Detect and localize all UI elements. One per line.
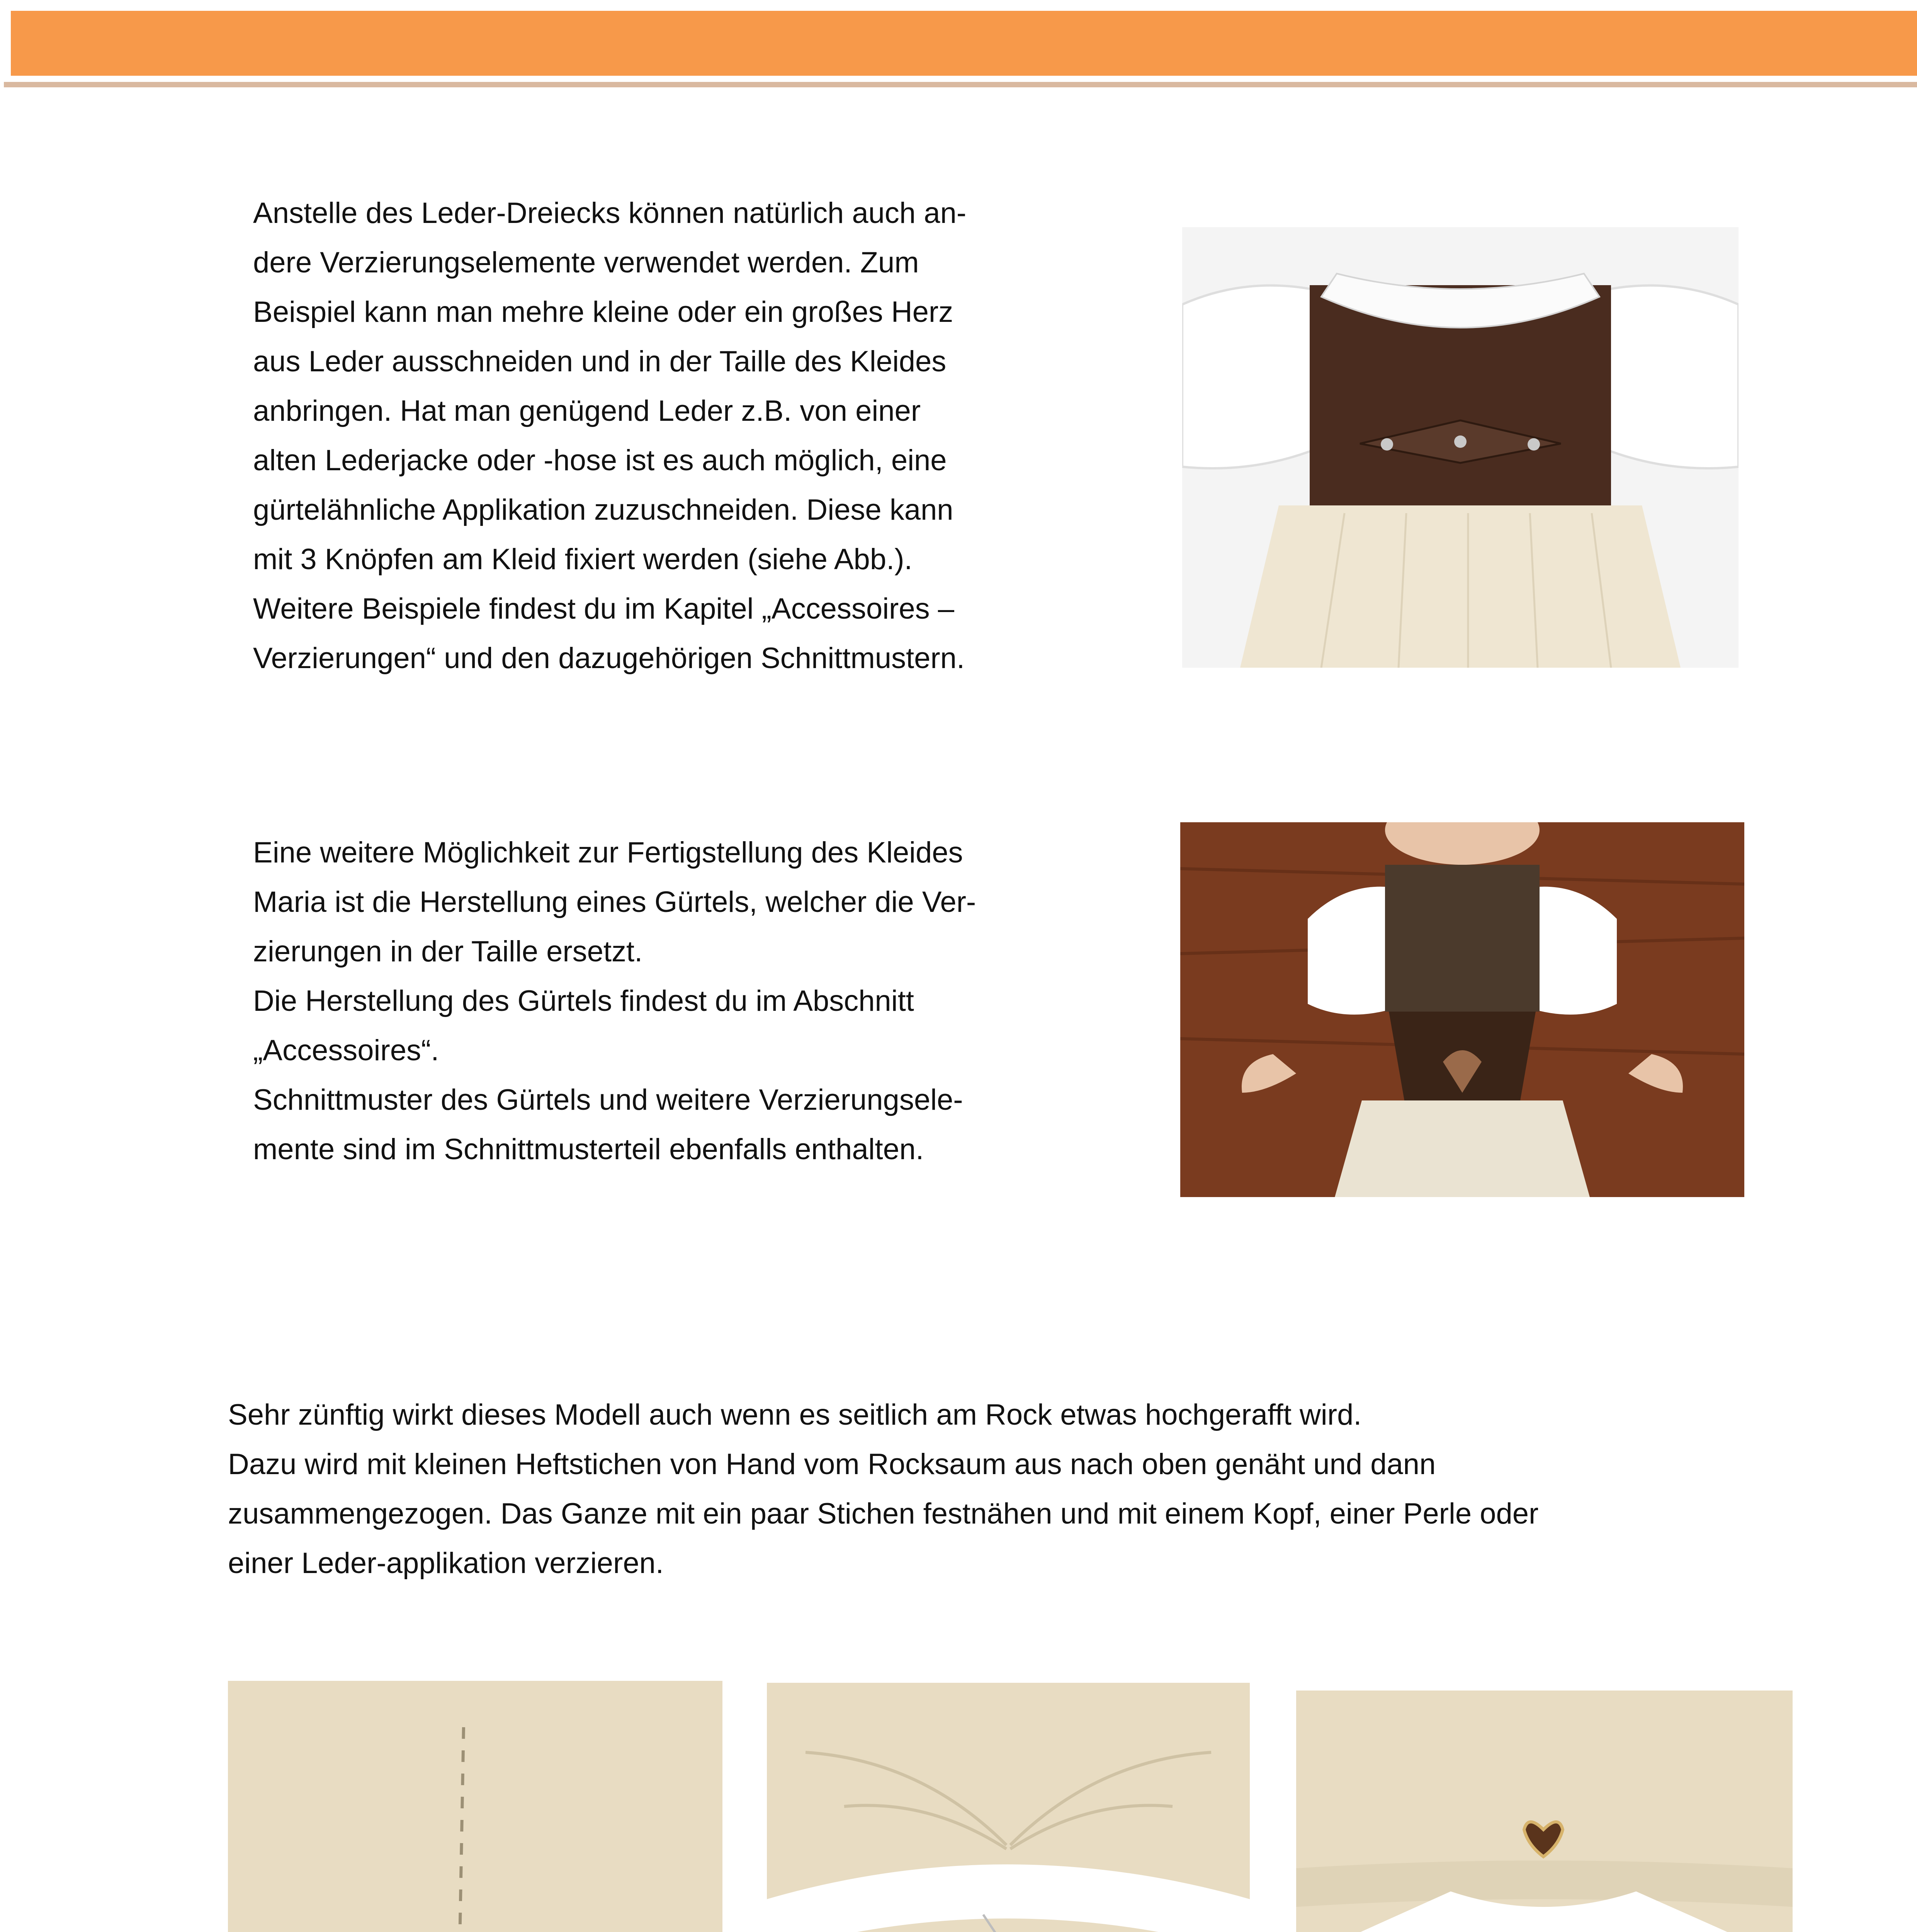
text-line: anbringen. Hat man genügend Leder z.B. von einer xyxy=(253,395,921,427)
text-line: Verzierungen“ und den dazugehörigen Schnittmustern. xyxy=(253,642,965,675)
text-block-gathered-skirt xyxy=(228,1390,1688,1588)
photo-dress-belt-applique xyxy=(1182,227,1739,668)
header-bar xyxy=(11,11,1917,76)
photo-basting-stitches xyxy=(228,1681,722,1932)
photo-gathered-fabric xyxy=(767,1683,1250,1932)
photo-doll-with-belt xyxy=(1180,822,1744,1197)
text-line: mit 3 Knöpfen am Kleid fixiert werden (siehe Abb.). xyxy=(253,543,913,576)
header-rule xyxy=(4,82,1917,87)
text-line: Dazu wird mit kleinen Heftstichen von Hand vom Rocksaum aus nach oben genäht und dann xyxy=(228,1448,1436,1481)
text-line: einer Leder-applikation verzieren. xyxy=(228,1547,664,1580)
text-line: gürtelähnliche Applikation zuzuschneiden. Diese kann xyxy=(253,493,953,526)
text-line: „Accessoires“. xyxy=(253,1034,439,1067)
text-line: Anstelle des Leder-Dreiecks können natürlich auch an- xyxy=(253,197,967,230)
text-line: zusammengezogen. Das Ganze mit ein paar Stichen festnähen und mit einem Kopf, einer Perle oder xyxy=(228,1497,1539,1530)
text-line: aus Leder ausschneiden und in der Taille des Kleides xyxy=(253,345,947,378)
text-line: dere Verzierungselemente verwendet werden. Zum xyxy=(253,246,919,279)
text-line: Beispiel kann man mehre kleine oder ein großes Herz xyxy=(253,296,953,328)
text-line: Eine weitere Möglichkeit zur Fertigstellung des Kleides xyxy=(253,836,963,869)
text-line: Maria ist die Herstellung eines Gürtels, welcher die Ver- xyxy=(253,886,976,918)
text-block-leather-decoration xyxy=(253,189,1055,683)
text-line: alten Lederjacke oder -hose ist es auch möglich, eine xyxy=(253,444,947,477)
photo-heart-button-finish xyxy=(1296,1690,1793,1932)
text-line: zierungen in der Taille ersetzt. xyxy=(253,935,643,968)
text-line: Sehr zünftig wirkt dieses Modell auch wenn es seitlich am Rock etwas hochgerafft wird. xyxy=(228,1398,1362,1431)
text-line: Die Herstellung des Gürtels findest du im Abschnitt xyxy=(253,985,914,1017)
text-line: Weitere Beispiele findest du im Kapitel „Accessoires – xyxy=(253,592,954,625)
text-line: mente sind im Schnittmusterteil ebenfalls enthalten. xyxy=(253,1133,924,1166)
text-block-belt xyxy=(253,828,1055,1174)
text-line: Schnittmuster des Gürtels und weitere Verzierungsele- xyxy=(253,1083,963,1116)
